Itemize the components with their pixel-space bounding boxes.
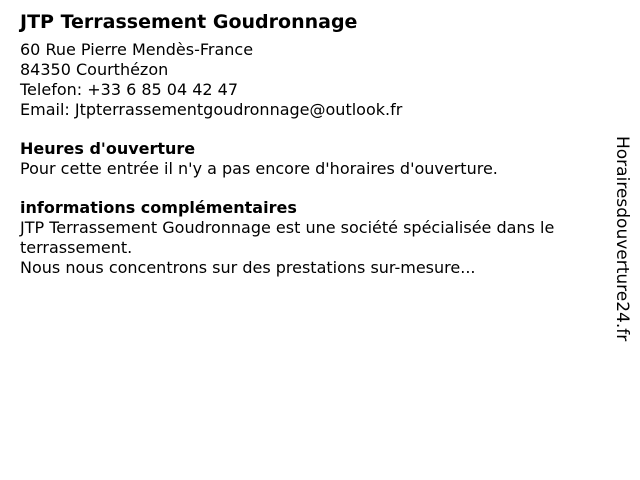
additional-info-heading: informations complémentaires <box>20 198 297 217</box>
company-name: JTP Terrassement Goudronnage <box>20 11 358 33</box>
additional-info-text-more: Nous nous concentrons sur des prestations sur-mesure... <box>20 258 476 277</box>
opening-hours-heading: Heures d'ouverture <box>20 139 196 158</box>
address-line-street: 60 Rue Pierre Mendès-France <box>20 40 254 59</box>
site-watermark: Horairesdouverture24.fr <box>612 136 632 342</box>
additional-info-text: JTP Terrassement Goudronnage est une société spécialisée dans le terrassement. <box>20 218 555 257</box>
email-address: Email: Jtpterrassementgoudronnage@outlook.fr <box>20 100 403 119</box>
opening-hours-text: Pour cette entrée il n'y a pas encore d'horaires d'ouverture. <box>20 159 498 178</box>
address-line-city: 84350 Courthézon <box>20 60 169 79</box>
phone-number: Telefon: +33 6 85 04 42 47 <box>20 80 239 99</box>
listing-card <box>20 10 590 278</box>
